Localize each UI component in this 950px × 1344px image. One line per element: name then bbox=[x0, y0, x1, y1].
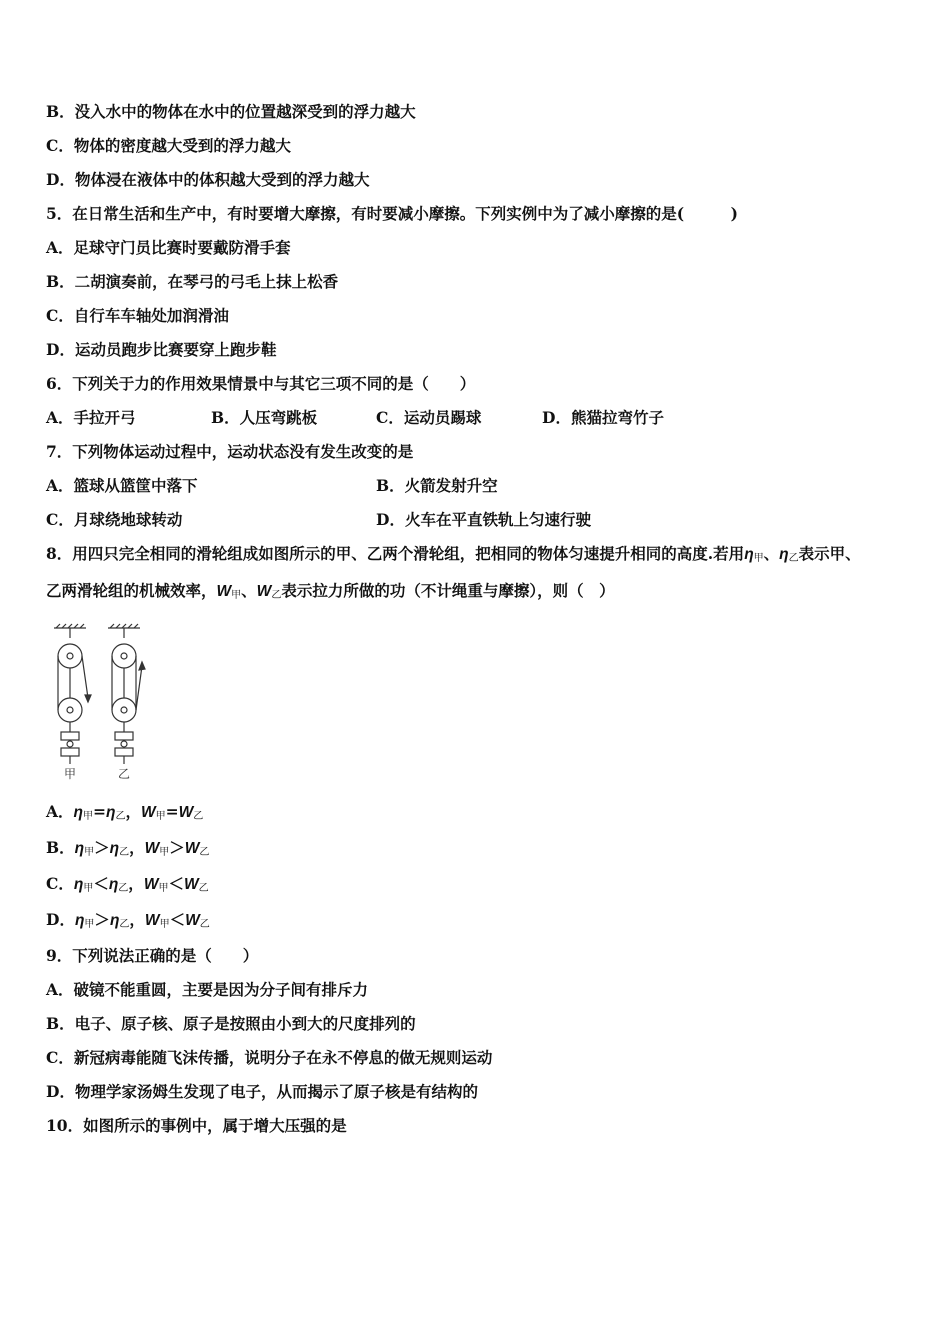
q5-option-b: B．二胡演奏前，在琴弓的弓毛上抹上松香 bbox=[46, 272, 339, 291]
q5-stem: 5．在日常生活和生产中，有时要增大摩擦，有时要减小摩擦。下列实例中为了减小摩擦的是( ) bbox=[46, 204, 738, 223]
q7-options-row2 bbox=[46, 510, 746, 530]
q6-option-a: A．手拉开弓 bbox=[46, 408, 136, 427]
q5-option-d: D．运动员跑步比赛要穿上跑步鞋 bbox=[46, 340, 277, 359]
q6-option-b: B．人压弯跳板 bbox=[211, 408, 318, 427]
movable-pulley-yi bbox=[112, 698, 136, 722]
pulley-system-figure bbox=[46, 622, 156, 782]
q9-option-c: C．新冠病毒能随飞沫传播，说明分子在永不停息的做无规则运动 bbox=[46, 1048, 493, 1067]
weight-yi bbox=[115, 732, 133, 740]
weight-jia bbox=[61, 732, 79, 740]
movable-pulley-jia bbox=[58, 698, 82, 722]
q8-option-c: C．$\eta_甲<\eta_乙$，$W_甲<W_乙$ bbox=[46, 874, 209, 894]
q6-option-c: C．运动员踢球 bbox=[376, 408, 482, 427]
fixed-pulley-jia bbox=[58, 644, 82, 668]
q9-stem: 9．下列说法正确的是（ ） bbox=[46, 946, 259, 965]
q9-option-d: D．物理学家汤姆生发现了电子，从而揭示了原子核是有结构的 bbox=[46, 1082, 478, 1101]
q6-option-d: D．熊猫拉弯竹子 bbox=[542, 408, 664, 427]
q7-option-b: B．火箭发射升空 bbox=[376, 476, 498, 495]
figure-label-jia: 甲 bbox=[63, 767, 77, 781]
q9-option-b: B．电子、原子核、原子是按照由小到大的尺度排列的 bbox=[46, 1014, 416, 1033]
q4-option-d: D．物体浸在液体中的体积越大受到的浮力越大 bbox=[46, 170, 370, 189]
q5-option-a: A．足球守门员比赛时要戴防滑手套 bbox=[46, 238, 291, 257]
q6-options bbox=[46, 408, 746, 428]
q4-option-b: B．没入水中的物体在水中的位置越深受到的浮力越大 bbox=[46, 102, 416, 121]
q8-stem-line1: 8．用四只完全相同的滑轮组成如图所示的甲、乙两个滑轮组，把相同的物体匀速提升相同的高度.若用$\eta_甲$、$\eta_乙$表示甲、 bbox=[46, 544, 861, 564]
q7-option-d: D．火车在平直铁轨上匀速行驶 bbox=[376, 510, 591, 529]
q7-stem: 7．下列物体运动过程中，运动状态没有发生改变的是 bbox=[46, 442, 414, 461]
q8-option-d: D．$\eta_甲>\eta_乙$，$W_甲<W_乙$ bbox=[46, 910, 210, 930]
figure-label-yi: 乙 bbox=[117, 767, 131, 781]
q4-option-c: C．物体的密度越大受到的浮力越大 bbox=[46, 136, 291, 155]
q7-option-a: A．篮球从篮筐中落下 bbox=[46, 476, 198, 495]
q8-option-b: B．$\eta_甲>\eta_乙$，$W_甲>W_乙$ bbox=[46, 838, 210, 858]
q9-option-a: A．破镜不能重圆，主要是因为分子间有排斥力 bbox=[46, 980, 369, 999]
fixed-pulley-yi bbox=[112, 644, 136, 668]
q7-options-row1 bbox=[46, 476, 746, 496]
q10-stem: 10．如图所示的事例中，属于增大压强的是 bbox=[46, 1116, 347, 1135]
q8-stem-line2: 乙两滑轮组的机械效率，$W_甲$、$W_乙$表示拉力所做的功（不计绳重与摩擦），则（ ） bbox=[46, 581, 615, 601]
q8-option-a: A．$\eta_甲=\eta_乙$，$W_甲=W_乙$ bbox=[46, 802, 204, 822]
q6-stem: 6．下列关于力的作用效果情景中与其它三项不同的是（ ） bbox=[46, 374, 476, 393]
q5-option-c: C．自行车车轴处加润滑油 bbox=[46, 306, 229, 325]
q7-option-c: C．月球绕地球转动 bbox=[46, 510, 183, 529]
